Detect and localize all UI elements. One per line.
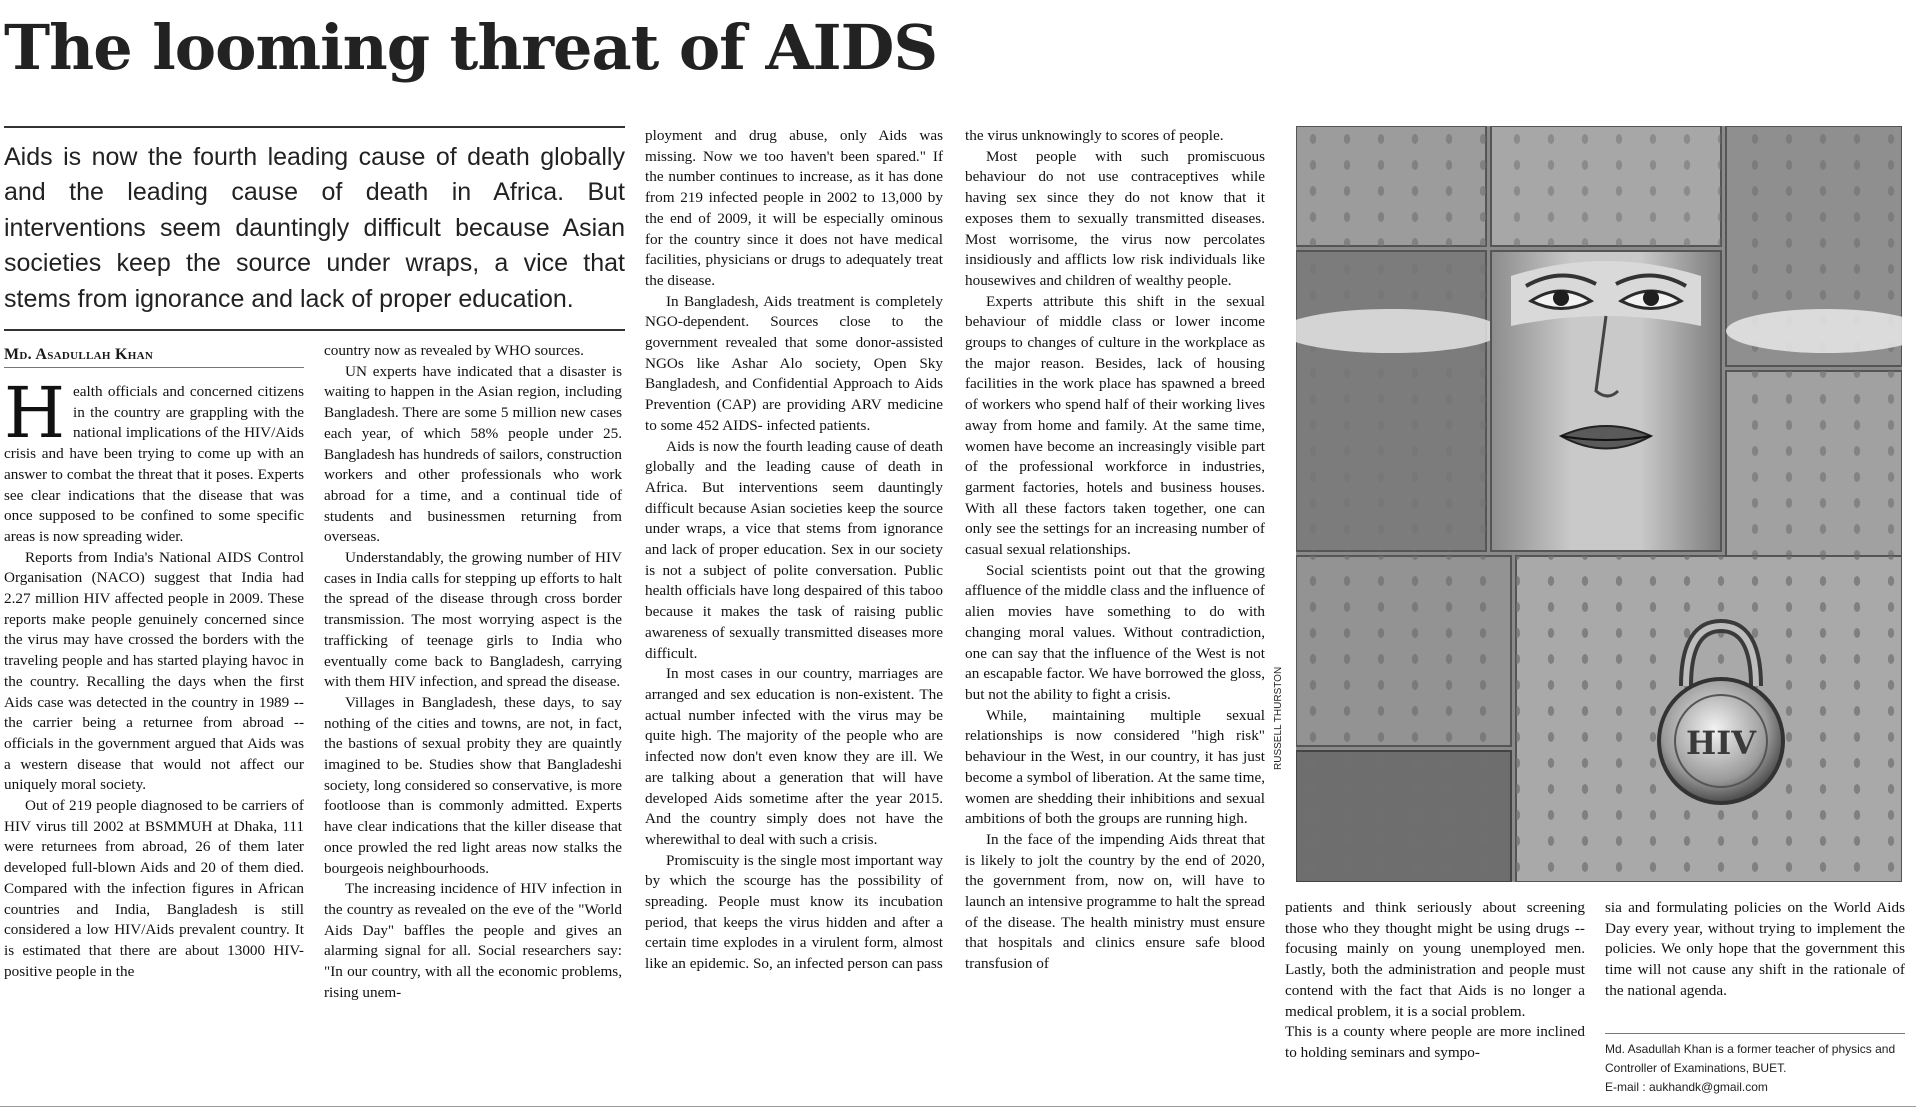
illustration-credit: RUSSELL THURSTON xyxy=(1273,666,1284,770)
bio-text: Md. Asadullah Khan is a former teacher of physics and Controller of Examinations, BUET. xyxy=(1605,1042,1896,1075)
byline-rule xyxy=(4,367,304,368)
lock-label: HIV xyxy=(1685,724,1757,762)
article-paragraph: The increasing incidence of HIV infection in the country as revealed on the eve of the "World Aids Day" baffles the people and gives an alarming signal for all. Social researchers say: "In our country, with all the economic problems, rising unem- xyxy=(324,880,622,1001)
article-paragraph: sia and formulating policies on the World Aids Day every year, without trying to implement the policies. We only hope that the government this time will not cause any shift in the rationale of the national agenda. xyxy=(1605,899,1905,999)
paragraph-text: ealth officials and concerned citizens in the country are grappling with the national implications of the HIV/Aids crisis and have been trying to come up with an answer to combat the threat that it poses. Experts see clear indications that the disease that was once supposed to be confined to some specific areas is now spreading wider. xyxy=(4,383,304,545)
headline: The looming threat of AIDS xyxy=(4,11,938,84)
article-column-4 xyxy=(965,126,1265,975)
article-paragraph: Reports from India's National AIDS Control Organisation (NACO) suggest that India had 2.27 million HIV affected people in 2009. These reports make people genuinely concerned since the virus may have crossed the borders with the traveling people and has started playing havoc in the country. Recalling the days when the first Aids case was detected in the country in 1989 -- the carrier being a returnee from abroad -- officials in the government argued that Aids was a western disease that would not affect our uniquely moral society. xyxy=(4,548,304,794)
hiv-padlock-illustration xyxy=(1296,126,1902,882)
article-paragraph xyxy=(4,372,304,548)
intro-standfirst: Aids is now the fourth leading cause of death globally and the leading cause of death in Africa. But interventions seem dauntingly difficult because Asian societies keep the source under wraps, a vice that stems from ignorance and lack of proper education. xyxy=(4,143,625,313)
article-column-6 xyxy=(1605,898,1905,1002)
article-paragraph: Social scientists point out that the growing affluence of the middle class and the influence of alien movies have something to do with changing moral values. Without contradiction, one can say that the influence of the West is not an escapable factor. We have borrowed the gloss, but not the ability to fight a crisis. xyxy=(965,561,1265,703)
article-paragraph: Promiscuity is the single most important way by which the scourge has the possibility of spreading. People must know its incubation period, that keeps the virus hidden and after a certain time explodes in a virulent form, almost like an epidemic. So, an infected person can pass xyxy=(645,851,943,973)
article-paragraph: Most people with such promiscuous behaviour do not use contraceptives while having sex since they do not know that it exposes them to sexually transmitted diseases. Most worrisome, the virus now percolates insidiously and afflicts low risk individuals like housewives and children of wealthy people. xyxy=(965,147,1265,289)
article-paragraph: Out of 219 people diagnosed to be carriers of HIV virus till 2002 at BSMMUH at Dhaka, 111 were returnees from abroad, 26 of them later developed full-blown Aids and 20 of them died. Compared with the infection figures in African countries and India, Bangladesh is still considered a low HIV/Aids prevalent country. It is estimated that there are about 13000 HIV-positive people in the xyxy=(4,797,304,980)
article-paragraph: In most cases in our country, marriages are arranged and sex education is non-existent. The actual number infected with the virus may be quite high. The majority of the people who are infected now don't even know they are ill. We are talking about a generation that will have developed Aids sometime after the year 2015. And the country simply does not have the wherewithal to deal with such a crisis. xyxy=(645,665,943,848)
author-bio xyxy=(1605,1040,1905,1097)
intro-top-rule xyxy=(4,126,625,128)
page-bottom-rule xyxy=(0,1106,1916,1107)
bio-rule xyxy=(1605,1033,1905,1034)
article-paragraph: the virus unknowingly to scores of people. xyxy=(965,127,1224,144)
article-paragraph: While, maintaining multiple sexual relationships is now considered "high risk" behaviour in the West, in our country, it has just become a symbol of liberation. At the same time, women are shedding their inhibitions and sexual ambitions of both the groups are running high. xyxy=(965,706,1265,828)
article-paragraph: In the face of the impending Aids threat that is likely to jolt the country by the end of 2020, the government from, now on, will have to launch an intensive programme to halt the spread of the disease. The health ministry must ensure that hospitals and clinics ensure safe blood transfusion of xyxy=(965,830,1265,973)
intro-bottom-rule xyxy=(4,329,625,331)
article-paragraph: Experts attribute this shift in the sexual behaviour of middle class or lower income groups to changes of culture in the workplace as the major reason. Besides, lack of housing facilities in the work place has spawned a breed of workers who spend half of their working lives away from home and family. At the same time, women have become an increasingly visible part of the professional workforce in industries, garment factories, hotels and business houses. With all these factors taken together, one can only see the settings for an increasing number of casual sexual relationships. xyxy=(965,292,1265,559)
article-column-2 xyxy=(324,341,622,1004)
article-paragraph: UN experts have indicated that a disaster is waiting to happen in the Asian region, including Bangladesh. There are some 5 million new cases each year, of which 58% people under 25. Bangladesh has hundreds of sailors, construction workers and other professionals who work abroad for a time, and a continual tide of students and businessmen returning from overseas. xyxy=(324,362,622,546)
article-paragraph: country now as revealed by WHO sources. xyxy=(324,342,584,359)
article-paragraph: This is a county where people are more inclined to holding seminars and sympo- xyxy=(1285,1023,1585,1061)
article-paragraph: patients and think seriously about screening those who they thought might be using drugs -- focusing mainly on young unemployed men. Lastly, both the administration and people must contend with the fact that Aids is no longer a medical problem, it is a social problem. xyxy=(1285,899,1585,1020)
article-column-3 xyxy=(645,126,943,975)
author-email: E-mail : aukhandk@gmail.com xyxy=(1605,1080,1768,1094)
article-column-1 xyxy=(4,372,304,982)
article-paragraph: Villages in Bangladesh, these days, to say nothing of the cities and towns, are not, in fact, the bastions of sexual probity they are quaintly imagined to be. Studies show that Bangladeshi society, long considered so conservative, is more footloose than is commonly admitted. Experts have clear indications that the killer disease that once prowled the red light areas now stalks the bourgeois neighbourhoods. xyxy=(324,693,622,877)
article-paragraph: ployment and drug abuse, only Aids was missing. Now we too haven't been spared." If the number continues to increase, as it has done from 219 infected people in 2002 to 13,000 by the end of 2009, it will be especially ominous for the country since it does not have medical facilities, physicians or drugs to adequately treat the disease. xyxy=(645,127,943,289)
article-paragraph: Aids is now the fourth leading cause of death globally and the leading cause of death in Africa. But interventions seem dauntingly difficult because Asian societies keep the source under wraps, a vice that stems from ignorance and lack of proper education. Sex in our society is not a subject of polite conversation. Public health officials have long despaired of this taboo because it makes the task of raising public awareness of sexually transmitted diseases more difficult. xyxy=(645,437,943,662)
article-paragraph: Understandably, the growing number of HIV cases in India calls for stepping up efforts to halt the spread of the disease through cross border transmission. The most worrying aspect is the trafficking of teenage girls to India who eventually come back to Bangladesh, carrying with them HIV infection, and spread the disease. xyxy=(324,549,622,691)
article-paragraph: In Bangladesh, Aids treatment is completely NGO-dependent. Sources close to the government revealed that some donor-assisted NGOs like Ashar Alo society, Open Sky Bangladesh, and Confidential Approach to Aids Prevention (CAP) are providing ARV medicine to some 452 AIDS- infected patients. xyxy=(645,292,943,434)
article-column-5 xyxy=(1285,898,1585,1064)
byline: Md. Asadullah Khan xyxy=(4,346,154,363)
drop-cap: H xyxy=(4,372,66,454)
